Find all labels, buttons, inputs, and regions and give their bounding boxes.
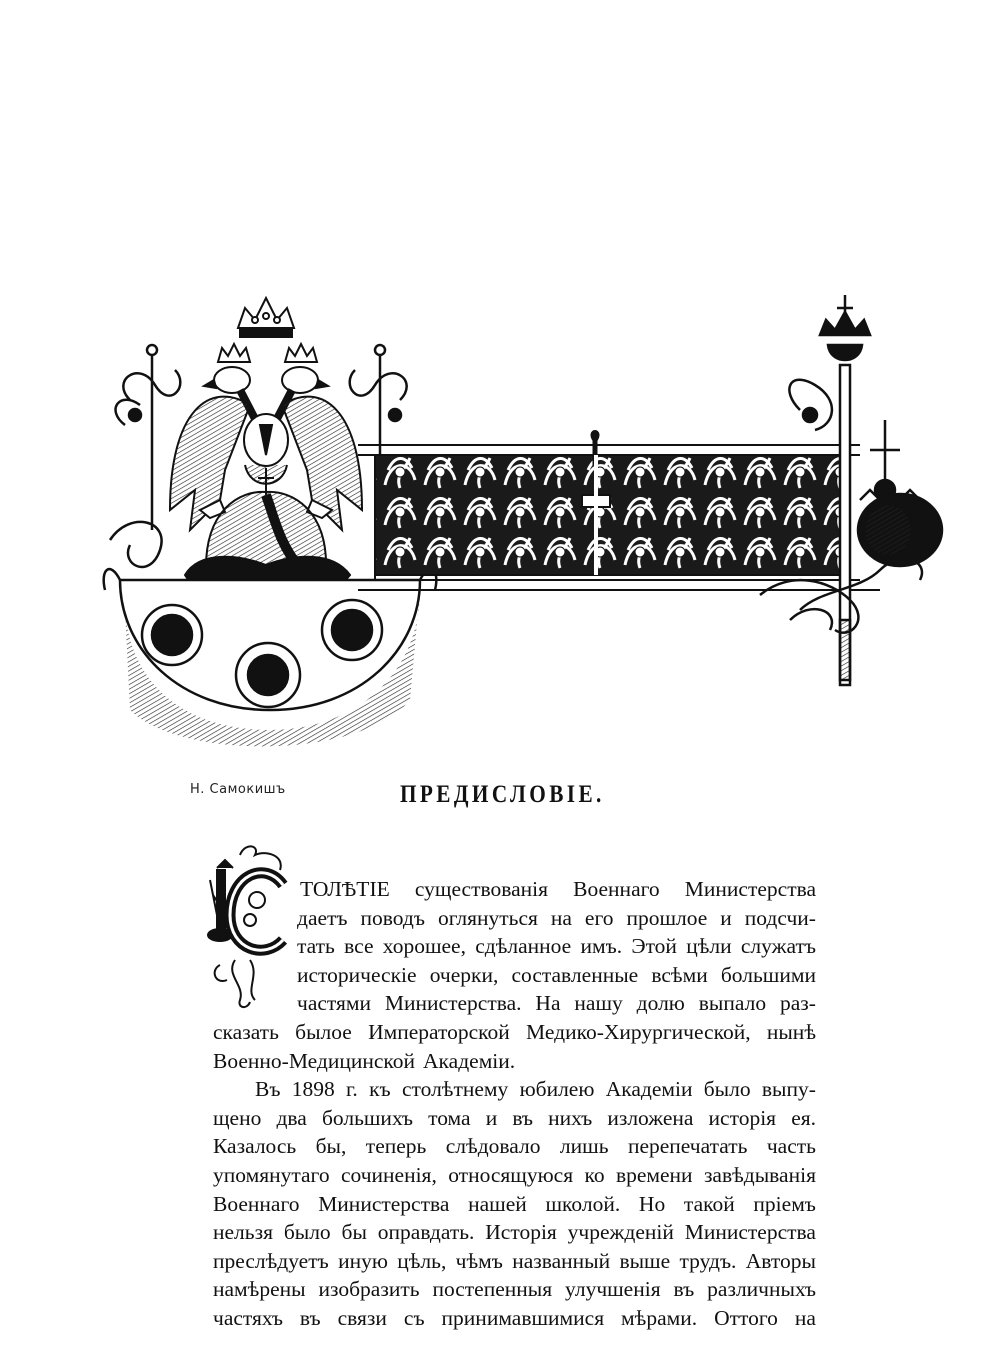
headpiece-illustration <box>100 290 960 770</box>
text-line <box>213 1132 816 1161</box>
artist-signature: Н. Самокишъ <box>190 782 286 797</box>
word: различныхъ <box>707 1277 816 1302</box>
word: трудъ. <box>679 1248 737 1273</box>
word: Исторія <box>485 1220 557 1245</box>
word: выпало <box>698 991 767 1016</box>
word: Военно-Медицинской <box>213 1048 416 1073</box>
text-line <box>213 1161 816 1190</box>
word: относящуюся <box>448 1162 574 1187</box>
word: Министерства <box>318 1191 450 1216</box>
word: составленные <box>511 962 639 987</box>
word: преслѣдуетъ <box>213 1248 329 1273</box>
word: сочиненія, <box>340 1162 437 1187</box>
word: въ <box>673 1277 695 1302</box>
word: подсчи- <box>744 905 816 930</box>
word: историческіе <box>297 962 417 987</box>
word: часть <box>766 1134 816 1159</box>
word: частяхъ <box>213 1305 283 1330</box>
text-line <box>213 1047 816 1076</box>
text-line <box>213 1190 816 1219</box>
word: улучшенія <box>565 1277 661 1302</box>
text-line <box>297 989 816 1018</box>
word: чѣмъ <box>455 1248 503 1273</box>
word: на <box>550 905 572 930</box>
word: все <box>344 934 374 959</box>
word: сдѣланное <box>475 934 572 959</box>
word: его <box>584 905 614 930</box>
word: въ <box>512 1105 534 1130</box>
word: исторія <box>708 1105 777 1130</box>
word: хорошее, <box>382 934 466 959</box>
text-line <box>297 932 816 961</box>
word: упомянутаго <box>213 1162 330 1187</box>
word: Академіи <box>605 1077 693 1102</box>
word: иную <box>338 1248 388 1273</box>
word: изложена <box>607 1105 694 1130</box>
word: поводъ <box>360 905 425 930</box>
word: столѣтнему <box>401 1077 509 1102</box>
word: цѣли <box>686 934 732 959</box>
word: служатъ <box>740 934 816 959</box>
word: тать <box>297 934 335 959</box>
ornamental-frieze <box>358 433 880 591</box>
word: мѣрами. <box>621 1305 698 1330</box>
word: бы <box>341 1220 367 1245</box>
word: два <box>276 1105 307 1130</box>
word: нихъ <box>548 1105 593 1130</box>
word: Авторы <box>745 1248 816 1273</box>
word: прошлое <box>626 905 708 930</box>
text-line <box>297 904 816 933</box>
page-title: ПРЕДИСЛОВІЕ. <box>400 781 605 808</box>
text-line <box>213 1247 816 1276</box>
word: 1898 <box>291 1077 335 1102</box>
orb <box>858 420 942 566</box>
word: Академіи. <box>423 1048 516 1073</box>
word: Медико-Хирургической, <box>526 1019 751 1044</box>
word: Министерства <box>684 1220 816 1245</box>
word: всѣми <box>651 962 708 987</box>
word: перепечатать <box>627 1134 748 1159</box>
word: юбилею <box>519 1077 595 1102</box>
word: постепенныя <box>432 1277 553 1302</box>
word: было <box>283 1220 331 1245</box>
preface-body <box>213 875 816 1333</box>
word: Въ <box>255 1077 281 1102</box>
text-line <box>213 1218 816 1247</box>
text-line <box>213 1304 816 1333</box>
word: къ <box>369 1077 391 1102</box>
word: на <box>794 1305 816 1330</box>
word: нельзя <box>213 1220 273 1245</box>
word: На <box>535 991 561 1016</box>
word: Но <box>638 1191 666 1216</box>
word: нашу <box>574 991 623 1016</box>
word: ко <box>584 1162 605 1187</box>
word: нашей <box>468 1191 527 1216</box>
word: имъ. <box>580 934 623 959</box>
word: нынѣ <box>766 1019 816 1044</box>
word: частями <box>297 991 372 1016</box>
word: слѣдовало <box>445 1134 541 1159</box>
word: ея. <box>791 1105 816 1130</box>
word: завѣдыванія <box>703 1162 816 1187</box>
word: такой <box>683 1191 735 1216</box>
word: цѣль, <box>397 1248 447 1273</box>
engraving-icon <box>100 290 960 770</box>
word: раз- <box>780 991 816 1016</box>
word: выше <box>619 1248 671 1273</box>
word: принимавшимися <box>441 1305 605 1330</box>
word: Военнаго <box>573 877 660 901</box>
word: бы, <box>315 1134 347 1159</box>
word: щено <box>213 1105 262 1130</box>
word: Оттого <box>714 1305 778 1330</box>
word: учрежденій <box>567 1220 674 1245</box>
text-line <box>213 1104 816 1133</box>
text-line <box>213 1275 816 1304</box>
text-line <box>297 961 816 990</box>
word: было <box>703 1077 751 1102</box>
text-line <box>213 1018 816 1047</box>
top-crown <box>238 298 294 337</box>
word: очерки, <box>429 962 499 987</box>
word: Этой <box>631 934 677 959</box>
word: оглянуться <box>437 905 538 930</box>
word: Министерства <box>684 877 816 901</box>
word: времени <box>615 1162 693 1187</box>
word: намѣрены <box>213 1277 306 1302</box>
word: Военнаго <box>213 1191 300 1216</box>
word: былое <box>295 1019 352 1044</box>
word: ТОЛѢТІЕ <box>300 877 390 901</box>
word: даетъ <box>297 905 348 930</box>
word: связи <box>337 1305 387 1330</box>
word: г. <box>346 1077 358 1102</box>
word: изобразить <box>318 1277 420 1302</box>
text-line <box>213 1075 816 1104</box>
word: названный <box>512 1248 611 1273</box>
word: сказать <box>213 1019 279 1044</box>
text-line <box>300 875 816 904</box>
word: школой. <box>545 1191 621 1216</box>
word: оправдать. <box>377 1220 475 1245</box>
word: Министерства. <box>384 991 522 1016</box>
word: въ <box>299 1305 321 1330</box>
word: тома <box>428 1105 471 1130</box>
word: теперь <box>365 1134 427 1159</box>
word: и <box>720 905 732 930</box>
word: Казалось <box>213 1134 297 1159</box>
word: пріемъ <box>753 1191 816 1216</box>
word: Императорской <box>368 1019 510 1044</box>
word: съ <box>403 1305 425 1330</box>
word: долю <box>636 991 685 1016</box>
word: существованія <box>414 877 549 901</box>
word: выпу- <box>761 1077 816 1102</box>
word: большихъ <box>321 1105 413 1130</box>
word: и <box>485 1105 498 1130</box>
cushion <box>104 569 437 746</box>
word: лишь <box>559 1134 609 1159</box>
word: большими <box>720 962 816 987</box>
